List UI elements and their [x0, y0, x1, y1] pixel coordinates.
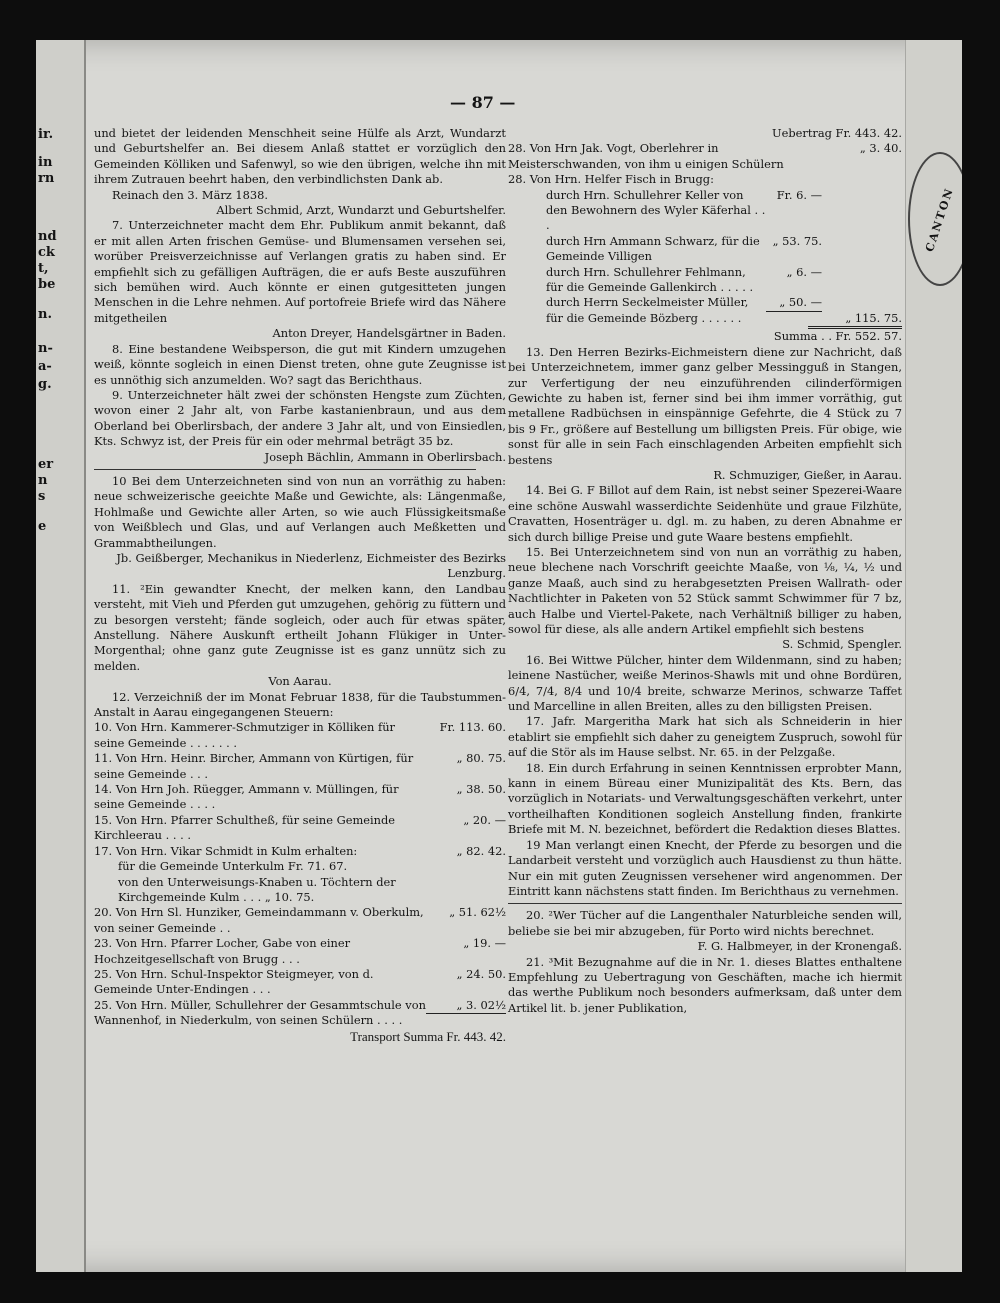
- notice-14-text: 14. Bei G. F Billot auf dem Rain, ist nebst seiner Spezerei-Waare eine schöne Auswahl wasserdichte Seidenhüte und graue Filzhüte, Cravatten, Hosenträger u. dgl. m. zu haben, zu deren Abnahme er sich durch billige Preise und gute Waare bestens empfiehlt.: [508, 483, 902, 544]
- margin-fragment: a-: [38, 359, 52, 374]
- donation-entry: 28. Von Hrn Jak. Vogt, Oberlehrer in Meisterschwanden, von ihm u einigen Schülern „ 3. 40.: [508, 141, 902, 171]
- donation-entry: 23. Von Hrn. Pfarrer Locher, Gabe von einer Hochzeitgesellschaft von Brugg . . . „ 19. —: [94, 936, 506, 966]
- notice-18-text: 18. Ein durch Erfahrung in seinen Kenntnissen erprobter Mann, kann in einem Büreau einer Munizipalität des Kts. Bern, das vorzüglich in Notariats- und Verwaltungsgeschäften verkehrt, unter vortheilhaften Konditionen sogleich Anstellung finden, frankirte Briefe mit M. N. bezeichnet, befördert die Redaktion dieses Blattes.: [508, 760, 902, 837]
- notice-17-text: 17. Jafr. Margeritha Mark hat sich als Schneiderin in hier etablirt sie empfiehlt sich daher zu geneigtem Zuspruch, sowohl für auf die Stör als im Hause selbst. Nr. 65. in der Pelzgaße.: [508, 714, 902, 760]
- margin-fragment: e: [38, 519, 47, 534]
- entry-17-line: von den Unterweisungs-Knaben u. Töchtern der Kirchgemeinde Kulm . . . „ 10. 75.: [118, 874, 396, 904]
- donation-entry: 10. Von Hrn. Kammerer-Schmutziger in Kölliken für seine Gemeinde . . . . . . . Fr. 113. 60.: [94, 720, 506, 750]
- notice-12-heading: 12. Verzeichniß der im Monat Februar 1838, für die Taubstummen-Anstalt in Aarau eingegangenen Steuern:: [94, 689, 506, 720]
- donation-entry: 25. Von Hrn. Müller, Schullehrer der Gesammtschule von Wannenhof, in Niederkulm, von seinen Schülern . . . . „ 3. 02½: [94, 997, 506, 1028]
- notice-21-text: 21. ³Mit Bezugnahme auf die in Nr. 1. dieses Blattes enthaltene Empfehlung zu Uebertragung von Geschäften, mache ich hiermit das werthe Publikum noch besonders aufmerksam, daß unter dem Artikel lit. b. jener Publikation,: [508, 954, 902, 1015]
- notice-15-text: 15. Bei Unterzeichnetem sind von nun an vorräthig zu haben, neue blechene nach Vorschrift geeichte Maaße, von ⅛, ¼, ½ und ganze Maaß, auch sind zu herabgesetzten Preisen Wallrath- oder Nachtlichter in Paketen von 52 Stück sammt Schwimmer für 7 bz, auch Halbe und Viertel-Pakete, nach Verhältniß billiger zu haben, sowol für diese, als alle andern Artikel empfiehlt sich bestens: [508, 544, 902, 636]
- left-column: [94, 126, 506, 1044]
- entry-17-total: „ 82. 42.: [456, 843, 506, 858]
- margin-fragment: ir.: [38, 127, 54, 142]
- notice-9-signature: Joseph Bächlin, Ammann in Oberlirsbach.: [264, 449, 506, 464]
- notice-13-text: 13. Den Herren Bezirks-Eichmeistern diene zur Nachricht, daß bei Unterzeichnetem, immer ganz gelber Messingguß in Stangen, zur Verfertigung der neu einzuführenden cilinderförmigen Gewichte zu haben ist, ferner sind bei ihm immer vorräthig, gut metallene Radbüchsen in einspännige Gefehrte, die 4 Stück zu 7 bis 9 Fr., größere auf Bestellung um billigsten Preis. Für obige, wie sonst für alle in sein Fach einschlagenden Arbeiten empfiehlt sich bestens: [508, 344, 902, 467]
- notice-11-text: 11. ²Ein gewandter Knecht, der melken kann, den Landbau versteht, mit Vieh und Pferden gut umzugehen, gehörig zu füttern und zu besorgen versteht; fände sogleich, oder auch für etwas später, Anstellung. Nähere Auskunft ertheilt Johann Flükiger in Unter-Morgenthal; ohne ganz gute Zeugnisse ist es ganz unnütz sich zu melden.: [94, 581, 506, 673]
- library-stamp: CANTON: [908, 152, 962, 286]
- notice-7-text: 7. Unterzeichneter macht dem Ehr. Publikum anmit bekannt, daß er mit allen Arten frischen Gemüse- und Blumensamen versehen sei, worüber Preisverzeichnisse auf Verlangen gratis zu haben sind. Er empfiehlt sich zu gefälligen Aufträgen, die er aufs Beste auszuführen sich bemühen wird. Auch könnte er einen gutgesitteten jungen Menschen in die Lehre nehmen. Auf portofreie Briefe wird das Nähere mitgetheilen: [94, 218, 506, 325]
- margin-fragment: ck: [38, 245, 55, 260]
- sub-total: „ 115. 75.: [845, 310, 902, 325]
- notice-1-text: und bietet der leidenden Menschheit seine Hülfe als Arzt, Wundarzt und Geburtshelfer an. Bei diesem Anlaß stattet er vorzüglich den Gemeinden Kölliken und Safenwyl, so wie den übrigen, welche ihn mit ihrem Zutrauen beehrt haben, den verbindlichsten Dank ab.: [94, 126, 506, 187]
- donation-entry: 25. Von Hrn. Schul-Inspektor Steigmeyer, von d. Gemeinde Unter-Endingen . . . „ 24. 50.: [94, 966, 506, 997]
- notice-8-text: 8. Eine bestandene Weibsperson, die gut mit Kindern umzugehen weiß, könnte sogleich in einen Dienst treten, ohne gute Zeugnisse ist es unnöthig sich anzumelden. Wo? sagt das Berichthaus.: [94, 341, 506, 387]
- notice-15-signature: S. Schmid, Spengler.: [782, 637, 902, 652]
- donation-entry-17: [94, 844, 506, 906]
- notice-13-signature: R. Schmuziger, Gießer, in Aarau.: [713, 467, 902, 482]
- margin-fragment: g.: [38, 377, 52, 392]
- transport-total: Transport Summa Fr. 443. 42.: [350, 1028, 506, 1044]
- margin-fragment: nd: [38, 229, 57, 244]
- divider: [94, 469, 476, 470]
- adjacent-page-edge: [36, 40, 86, 1272]
- sub-donation: durch Hrn Ammann Schwarz, für die Gemeinde Villigen „ 53. 75.: [546, 233, 822, 264]
- notice-20-signature: F. G. Halbmeyer, in der Kronengaß.: [697, 939, 902, 954]
- page-number: — 87 —: [450, 93, 516, 112]
- newspaper-page: [36, 40, 962, 1272]
- margin-fragment: s: [38, 489, 46, 504]
- notice-19-text: 19 Man verlangt einen Knecht, der Pferde zu besorgen und die Landarbeit versteht und vorzüglich auch Hausdienst zu thun hätte. Nur ein mit guten Zeugnissen versehener wird angenommen. Der Eintritt kann nächstens statt finden. Im Berichthaus zu vernehmen.: [508, 837, 902, 898]
- notice-9-text: 9. Unterzeichneter hält zwei der schönsten Hengste zum Züchten, wovon einer 2 Jahr alt, von Farbe kastanienbraun, und aus dem Oberland bei Oberlirsbach, der andere 3 Jahr alt, und von Einsiedlen, Kts. Schwyz ist, der Preis für ein oder mehrmal beträgt 35 bz.: [94, 387, 506, 449]
- notice-1-date: Reinach den 3. März 1838.: [112, 187, 269, 202]
- margin-fragment: in: [38, 155, 53, 170]
- sub-donation: durch Herrn Seckelmeister Müller, für die Gemeinde Bözberg . . . . . . „ 50. —: [546, 295, 822, 325]
- notice-7-signature: Anton Dreyer, Handelsgärtner in Baden.: [272, 326, 506, 341]
- margin-fragment: rn: [38, 171, 55, 186]
- entry-17-line: für die Gemeinde Unterkulm Fr. 71. 67.: [118, 859, 348, 874]
- margin-fragment: er: [38, 457, 54, 472]
- entry-28-breakdown: [508, 188, 902, 327]
- donation-entry: 20. Von Hrn Sl. Hunziker, Gemeindammann v. Oberkulm, von seiner Gemeinde . . „ 51. 62½: [94, 905, 506, 935]
- margin-fragment: n-: [38, 341, 53, 356]
- sub-donation: durch Hrn. Schullehrer Fehlmann, für die Gemeinde Gallenkirch . . . . . „ 6. —: [546, 264, 822, 295]
- notice-1-signature: Albert Schmid, Arzt, Wundarzt und Geburtshelfer.: [216, 203, 506, 218]
- notice-16-text: 16. Bei Wittwe Pülcher, hinter dem Wildenmann, sind zu haben; leinene Nastücher, weiße Merinos-Shawls mit und ohne Bordüren, 6/4, 7/4, 8/4 und 10/4 breite, schwarze Merinos, schwarze Taffet und Marcelline in allen Breiten, alles zu den billigsten Preisen.: [508, 652, 902, 714]
- margin-fragment: n: [38, 473, 48, 488]
- carried-forward: Uebertrag Fr. 443. 42.: [772, 126, 902, 140]
- donation-entry: 15. Von Hrn. Pfarrer Schultheß, für seine Gemeinde Kirchleerau . . . . „ 20. —: [94, 812, 506, 843]
- right-column: [508, 126, 902, 1016]
- entry-28-heading: 28. Von Hrn. Helfer Fisch in Brugg:: [508, 172, 714, 187]
- adjacent-page-edge-right: [905, 40, 962, 1272]
- margin-fragment: be: [38, 277, 56, 292]
- section-heading-aarau: Von Aarau.: [268, 674, 332, 689]
- entry-17-line: 17. Von Hrn. Vikar Schmidt in Kulm erhalten:: [94, 843, 358, 858]
- notice-20-text: 20. ²Wer Tücher auf die Langenthaler Naturbleiche senden will, beliebe sie bei mir abzugeben, für Porto wird nichts berechnet.: [508, 908, 902, 938]
- divider: [508, 903, 902, 904]
- margin-fragment: n.: [38, 307, 52, 322]
- donation-entry: 14. Von Hrn Joh. Rüegger, Ammann v. Müllingen, für seine Gemeinde . . . . „ 38. 50.: [94, 782, 506, 812]
- grand-total: Summa . . Fr. 552. 57.: [773, 329, 902, 344]
- margin-fragment: t,: [38, 261, 49, 276]
- donation-entry: 11. Von Hrn. Heinr. Bircher, Ammann von Kürtigen, für seine Gemeinde . . . „ 80. 75.: [94, 751, 506, 781]
- notice-10-signature: Jb. Geißberger, Mechanikus in Niederlenz, Eichmeister des Bezirks Lenzburg.: [116, 550, 506, 581]
- notice-10-text: 10 Bei dem Unterzeichneten sind von nun an vorräthig zu haben: neue schweizerische geeichte Maße und Gewichte, als: Längenmaße, Hohlmaße und Gewichte aller Arten, so wie auch Flüssigkeitsmaße von Weißblech und Glas, und auf Verlangen auch Meßketten und Grammabtheilungen.: [94, 473, 506, 550]
- sub-donation: durch Hrn. Schullehrer Keller von den Bewohnern des Wyler Käferhal . . . Fr. 6. —: [546, 187, 822, 233]
